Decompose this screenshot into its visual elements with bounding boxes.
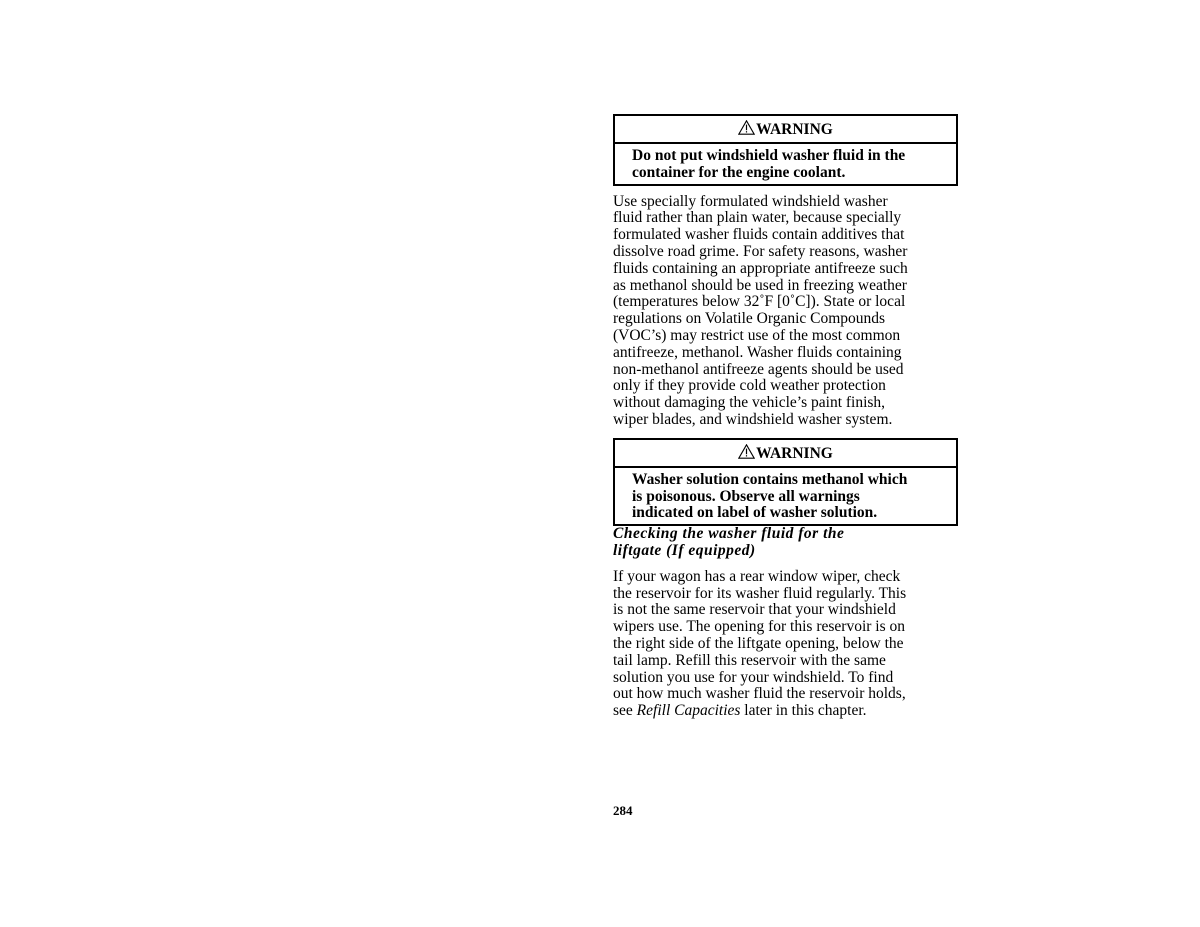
paragraph-line: formulated washer fluids contain additives that <box>613 226 905 244</box>
paragraph-line: antifreeze, methanol. Washer fluids containing <box>613 343 902 361</box>
paragraph-line: out how much washer fluid the reservoir holds, <box>613 685 906 703</box>
liftgate-paragraph <box>613 569 958 720</box>
paragraph-line: If your wagon has a rear window wiper, check <box>613 567 901 585</box>
paragraph-line: fluids containing an appropriate antifreeze such <box>613 259 908 277</box>
paragraph-line: Use specially formulated windshield washer <box>613 192 888 210</box>
warning-line: Do not put windshield washer fluid in the <box>632 147 906 164</box>
washer-fluid-paragraph <box>613 194 958 429</box>
warning-line: indicated on label of washer solution. <box>632 504 878 522</box>
warning-triangle-icon <box>738 444 755 459</box>
warning-header <box>615 440 956 468</box>
section-subheading <box>613 526 958 560</box>
subheading-line: Checking the washer fluid for the <box>613 525 845 543</box>
page-number: 284 <box>613 803 633 818</box>
warning-body <box>615 468 956 524</box>
warning-heading-text: WARNING <box>756 444 833 462</box>
paragraph-line: the right side of the liftgate opening, below the <box>613 634 904 652</box>
paragraph-line: tail lamp. Refill this reservoir with the same <box>613 651 886 669</box>
text-span: see <box>613 702 637 720</box>
warning-triangle-icon <box>738 120 755 135</box>
paragraph-line: without damaging the vehicle’s paint finish, <box>613 394 886 412</box>
paragraph-line: non-methanol antifreeze agents should be used <box>613 360 904 378</box>
paragraph-line: only if they provide cold weather protection <box>613 377 886 395</box>
subheading-line: liftgate (If equipped) <box>613 541 756 559</box>
paragraph-line: solution you use for your windshield. To find <box>613 668 894 686</box>
paragraph-line: (temperatures below 32˚F [0˚C]). State or local <box>613 293 906 311</box>
paragraph-line-last <box>613 703 958 720</box>
warning-header <box>615 116 956 144</box>
warning-body <box>615 144 956 184</box>
paragraph-line: (VOC’s) may restrict use of the most common <box>613 326 901 344</box>
warning-heading-text: WARNING <box>756 121 833 138</box>
paragraph-line: fluid rather than plain water, because specially <box>613 209 902 227</box>
text-span: later in this chapter. <box>740 702 867 720</box>
paragraph-line: dissolve road grime. For safety reasons, washer <box>613 242 908 260</box>
warning-box-methanol <box>613 438 958 526</box>
warning-line: container for the engine coolant. <box>632 163 846 181</box>
manual-page-column <box>613 114 958 720</box>
paragraph-line: as methanol should be used in freezing weather <box>613 276 907 294</box>
refill-capacities-reference: Refill Capacities <box>636 702 741 720</box>
warning-line: is poisonous. Observe all warnings <box>632 487 860 505</box>
warning-box-coolant <box>613 114 958 186</box>
paragraph-line: wipers use. The opening for this reservoir is on <box>613 618 906 636</box>
paragraph-line: wiper blades, and windshield washer system. <box>613 410 893 428</box>
paragraph-line: regulations on Volatile Organic Compounds <box>613 310 886 328</box>
warning-line: Washer solution contains methanol which <box>632 470 908 488</box>
paragraph-line: the reservoir for its washer fluid regularly. This <box>613 584 907 602</box>
paragraph-line: is not the same reservoir that your windshield <box>613 601 896 619</box>
